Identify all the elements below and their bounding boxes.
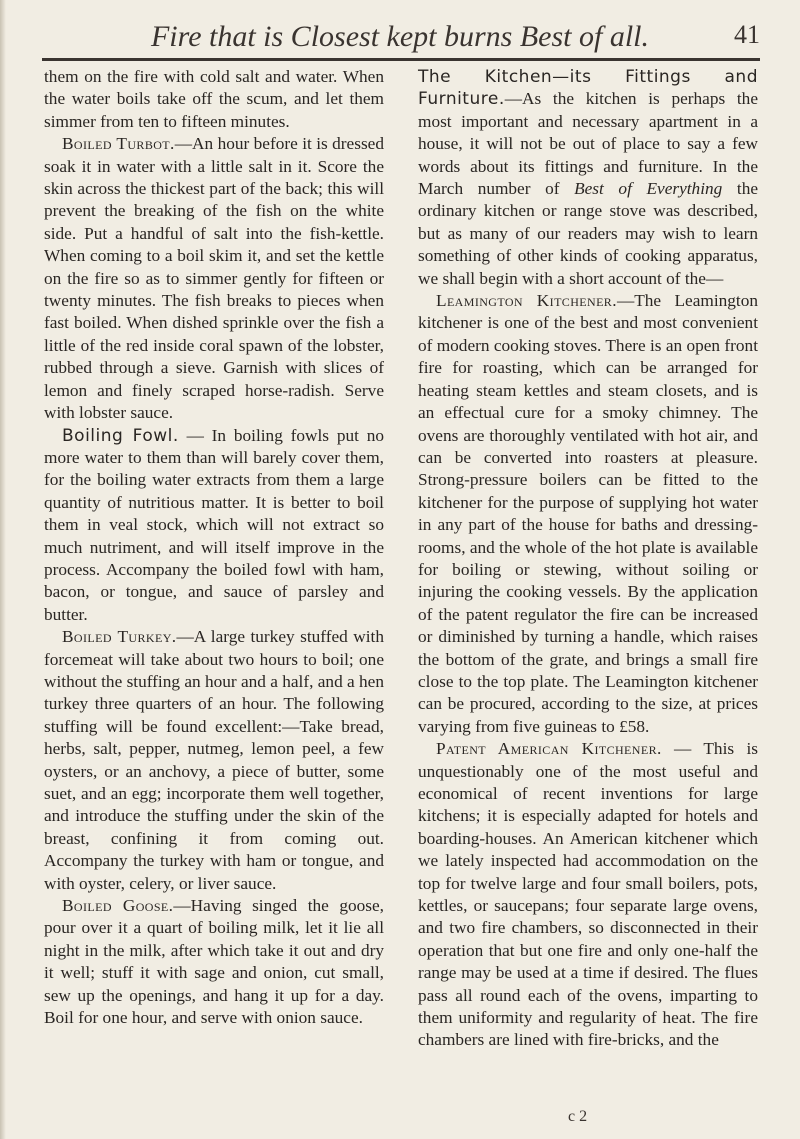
right-column	[418, 66, 758, 1052]
paragraph-text: —Having singed the goose, pour over it a quart of boiling milk, let it lie all night in the milk, after which take it out and dry it well; stuff it with sage and onion, cut small, sew up the openings, and hang it up for a day. Boil for one hour, and serve with onion sauce.	[44, 896, 385, 1028]
left-column	[44, 66, 384, 1029]
paragraph-text: —The Leamington kitchener is one of the best and most convenient of modern cooking stoves. There is an open front fire for roasting, which can be arranged for heating steam kettles and steam closets, and is an effectual cure for a smoky chimney. The ovens are thoroughly ventilated with hot air, and can be converted into roasters at pleasure. Strong-pressure boilers can be fitted to the kitchener for the purpose of supplying hot water in any part of the house for baths and dressing-rooms, and the whole of the hot plate is available for boiling or stewing, without soiling or injuring the cooking vessels. By the application of the patent regulator the fire can be increased or diminished by turning a handle, which raises the bottom of the grate, and brings a small fire close to the top plate. The Leamington kitchener can be procured, according to the size, at prices varying from five guineas to £58.	[418, 291, 758, 736]
paragraph-text: them on the fire with cold salt and water. When the water boils take off the scum, and let them simmer from ten to fifteen minutes.	[44, 67, 384, 131]
paragraph-text: —A large turkey stuffed with forcemeat will take about two hours to boil; one without the stuffing an hour and a half, and a hen turkey three quarters of an hour. The following stuffing will be found excellent:—Take bread, herbs, salt, pepper, nutmeg, lemon peel, a few oysters, or an anchovy, a piece of butter, some suet, and an egg; incorporate them well together, and introduce the stuffing under the skin of the breast, confining it from coming out. Accompany the turkey with ham or tongue, and with oyster, celery, or liver sauce.	[44, 627, 384, 893]
page-gutter-shadow	[0, 0, 6, 1139]
paragraph-american-kitchener	[418, 738, 758, 1052]
header-rule	[42, 58, 760, 61]
paragraph-heading: Boiled Turkey.	[62, 627, 177, 647]
paragraph-boiled-turbot	[44, 133, 384, 424]
paragraph-heading: Boiled Goose.	[62, 896, 174, 916]
paragraph-text: —An hour before it is dressed soak it in water with a little salt in it. Score the skin across the thickest part of the back; this will prevent the breaking of the fish on the white side. Put a handful of salt into the fish-kettle. When coming to a boil skim it, and set the kettle on the fire so as to simmer gently for fifteen or twenty minutes. The fish breaks to pieces when fast boiled. When dished sprinkle over the fish a little of the red inside coral spawn of the lobster, rubbed through a sieve. Garnish with slices of lemon and finely scraped horse-radish. Serve with lobster sauce.	[44, 134, 384, 423]
signature-mark: c 2	[568, 1108, 588, 1125]
paragraph-leamington-kitchener	[418, 290, 758, 738]
paragraph-text: — This is unquestionably one of the most useful and economical of recent inventions for large kitchens; it is especially adapted for hotels and boarding-houses. An American kitchener which we lately inspected had accommodation on the top for twelve large and four small boilers, pots, kettles, or saucepans; four separate large ovens, and two fire chambers, so disconnected in their operation that but one fire and only one-half the range may be used at a time if desired. The flues pass all round each of the ovens, imparting to them uniformity and regularity of heat. The fire chambers are lined with fire-bricks, and the	[418, 739, 758, 1050]
paragraph-kitchen-fittings	[418, 66, 758, 290]
running-head-title: Fire that is Closest kept burns Best of all.	[150, 20, 650, 53]
paragraph-text: — In boiling fowls put no more water to them than will barely cover them, for the boiling water extracts from them a large quantity of nutritious matter. It is better to boil them in veal stock, which will not extract so much nutriment, and will itself improve in the process. Accompany the boiled fowl with ham, bacon, or tongue, and sauce of parsley and butter.	[44, 425, 384, 624]
paragraph-boiled-turkey	[44, 626, 384, 895]
paragraph-heading: Boiling Fowl.	[62, 425, 179, 446]
paragraph-boiling-fowl	[44, 425, 384, 627]
paragraph-text: —As the kitchen is perhaps the most important and necessary apartment in a house, it will not be out of place to say a few words about its fittings and furniture. In the March number of	[418, 89, 758, 199]
magazine-title: Best of Everything	[574, 179, 723, 199]
paragraph-heading: The Kitchen—its Fittings and Furniture.	[418, 67, 758, 110]
running-head	[0, 16, 800, 58]
page-number: 41	[734, 20, 760, 49]
paragraph-text-cont: the ordinary kitchen or range stove was described, but as many of our readers may wish to learn something of other kinds of cooking apparatus, we shall begin with a short account of the—	[418, 179, 759, 288]
paragraph-heading: Boiled Turbot.	[62, 134, 175, 154]
paragraph-salmon-cont	[44, 66, 384, 133]
paragraph-heading: Leamington Kitchener.	[436, 291, 617, 311]
paragraph-heading: Patent American Kitchener.	[436, 739, 662, 759]
paragraph-boiled-goose	[44, 895, 384, 1029]
